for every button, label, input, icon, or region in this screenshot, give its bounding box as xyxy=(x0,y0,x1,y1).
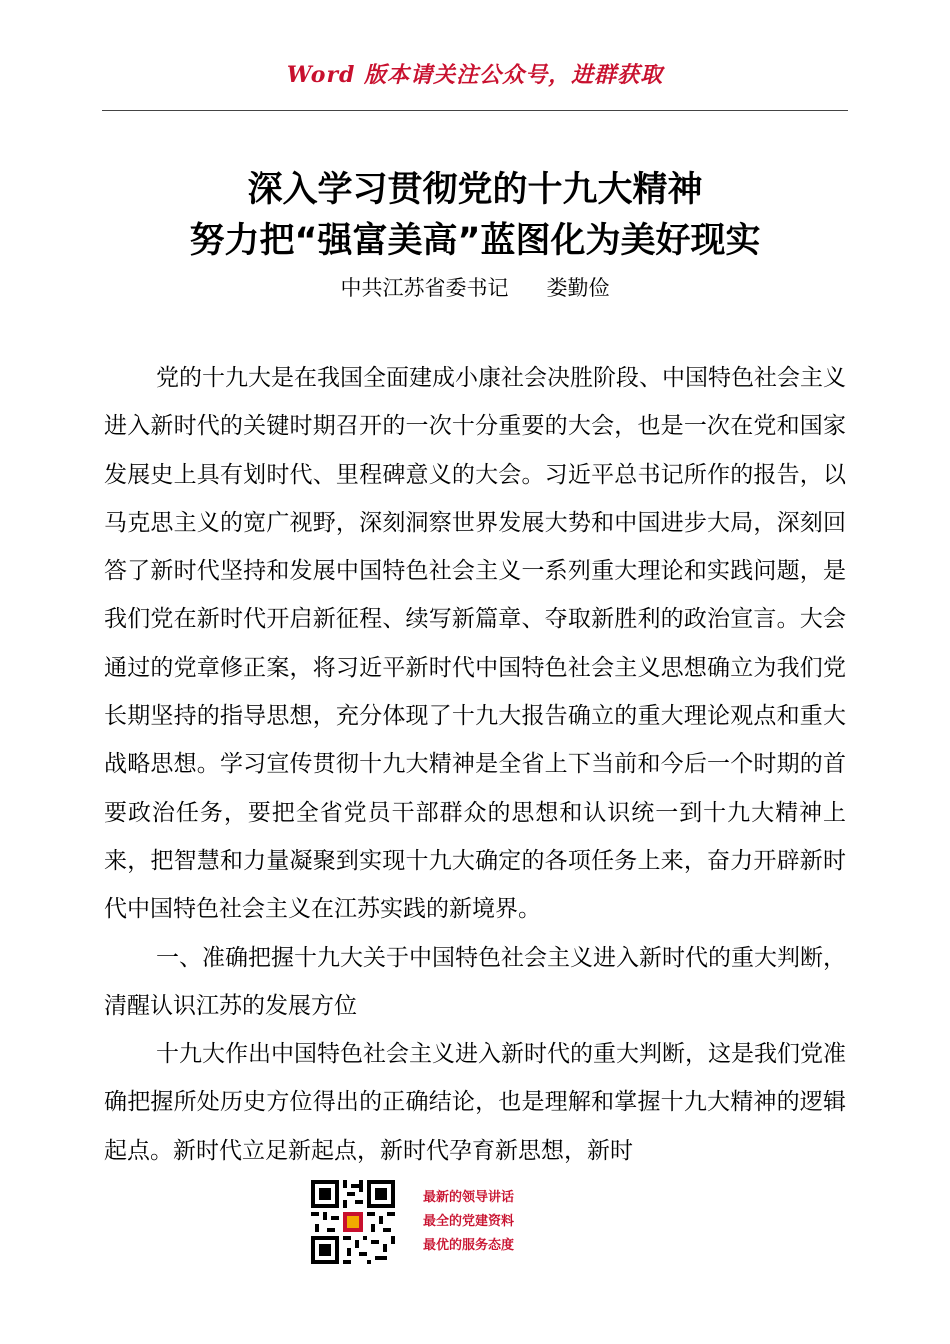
promo-text xyxy=(423,1186,514,1258)
body-paragraph-1: 党的十九大是在我国全面建成小康社会决胜阶段、中国特色社会主义进入新时代的关键时期召开的一次十分重要的大会，也是一次在党和国家发展史上具有划时代、里程碑意义的大会。习近平总书记所作的报告，以马克思主义的宽广视野，深刻洞察世界发展大势和中国进步大局，深刻回答了新时代坚持和发展中国特色社会主义一系列重大理论和实践问题，是我们党在新时代开启新征程、续写新篇章、夺取新胜利的政治宣言。大会通过的党章修正案，将习近平新时代中国特色社会主义思想确立为我们党长期坚持的指导思想，充分体现了十九大报告确立的重大理论观点和重大战略思想。学习宣传贯彻十九大精神是全省上下当前和今后一个时期的首要政治任务，要把全省党员干部群众的思想和认识统一到十九大精神上来，把智慧和力量凝聚到实现十九大确定的各项任务上来，奋力开辟新时代中国特色社会主义在江苏实践的新境界。 xyxy=(104,365,846,923)
section-heading-1: 一、准确把握十九大关于中国特色社会主义进入新时代的重大判断，清醒认识江苏的发展方位 xyxy=(104,944,846,1019)
article-author: 中共江苏省委书记 娄勤俭 xyxy=(340,276,610,300)
qr-code-icon xyxy=(311,1180,395,1264)
header-note: Word 版本请关注公众号，进群获取 xyxy=(286,62,664,88)
article-title-line-1: 深入学习贯彻党的十九大精神 xyxy=(247,170,703,210)
article-title-line-2: 努力把“强富美高”蓝图化为美好现实 xyxy=(189,221,761,261)
promo-line-3: 最优的服务态度 xyxy=(423,1238,515,1253)
promo-line-2: 最全的党建资料 xyxy=(423,1214,515,1229)
header-divider xyxy=(102,110,848,111)
article-body xyxy=(104,354,846,1175)
body-paragraph-2: 十九大作出中国特色社会主义进入新时代的重大判断，这是我们党准确把握所处历史方位得出的正确结论，也是理解和掌握十九大精神的逻辑起点。新时代立足新起点，新时代孕育新思想，新时 xyxy=(104,1041,846,1164)
promo-line-1: 最新的领导讲话 xyxy=(423,1190,515,1205)
